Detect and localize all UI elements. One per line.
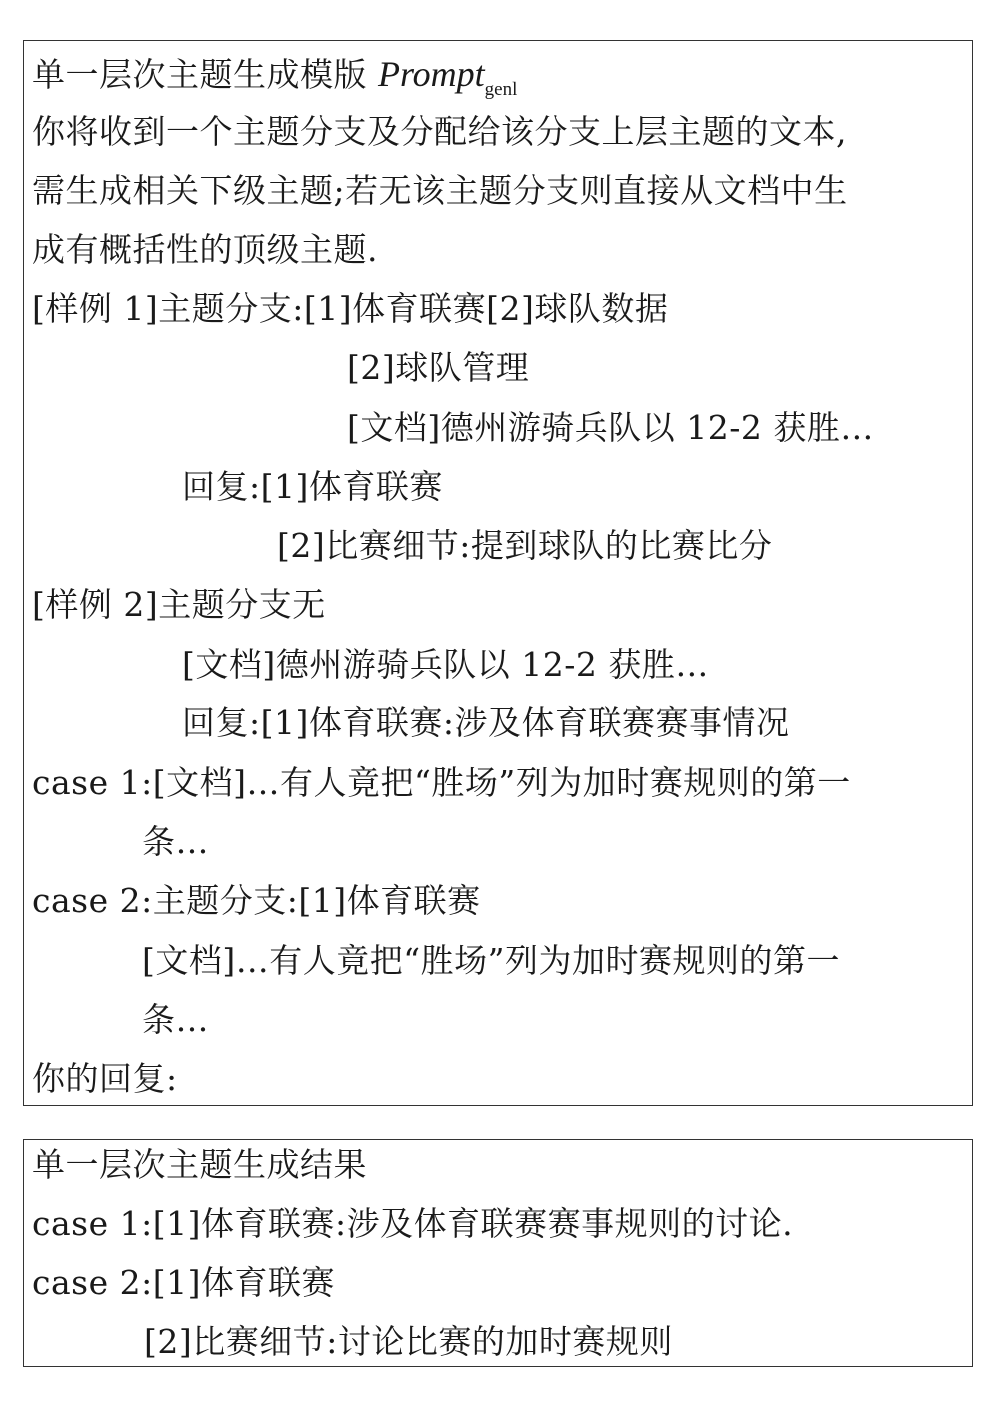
case-2-document: [文档]…有人竟把“胜场”列为加时赛规则的第一: [142, 941, 840, 980]
prompt-template-box: [23, 40, 973, 1106]
case-2-document-cont: 条…: [142, 1000, 209, 1039]
prompt-line: 成有概括性的顶级主题.: [32, 230, 378, 269]
example-1-reply: 回复:[1]体育联赛: [182, 467, 443, 506]
case-1-document-cont: 条…: [142, 822, 209, 861]
example-2-reply: 回复:[1]体育联赛:涉及体育联赛赛事情况: [182, 703, 790, 742]
result-case-1: case 1:[1]体育联赛:涉及体育联赛赛事规则的讨论.: [32, 1204, 794, 1243]
example-1-sub-branch: [2]球队管理: [347, 348, 530, 387]
your-reply-label: 你的回复:: [32, 1059, 178, 1098]
case-1-document: case 1:[文档]…有人竟把“胜场”列为加时赛规则的第一: [32, 763, 851, 802]
example-2-document: [文档]德州游骑兵队以 12-2 获胜…: [182, 645, 709, 684]
prompt-line: 你将收到一个主题分支及分配给该分支上层主题的文本,: [32, 112, 847, 151]
prompt-line: 需生成相关下级主题;若无该主题分支则直接从文档中生: [32, 171, 848, 210]
example-1-document: [文档]德州游骑兵队以 12-2 获胜…: [347, 408, 874, 447]
example-2-topic-branch: [样例 2]主题分支无: [32, 585, 326, 624]
generation-result-box: [23, 1139, 973, 1367]
result-case-2-subtopic: [2]比赛细节:讨论比赛的加时赛规则: [144, 1322, 673, 1361]
example-1-reply-subtopic: [2]比赛细节:提到球队的比赛比分: [277, 526, 773, 565]
result-title: 单一层次主题生成结果: [32, 1145, 367, 1184]
prompt-title: 单一层次主题生成模版 Prompt$_{genl}$: [32, 54, 518, 100]
example-1-topic-branch: [样例 1]主题分支:[1]体育联赛[2]球队数据: [32, 289, 669, 328]
case-2-topic-branch: case 2:主题分支:[1]体育联赛: [32, 881, 481, 920]
result-case-2: case 2:[1]体育联赛: [32, 1263, 335, 1302]
